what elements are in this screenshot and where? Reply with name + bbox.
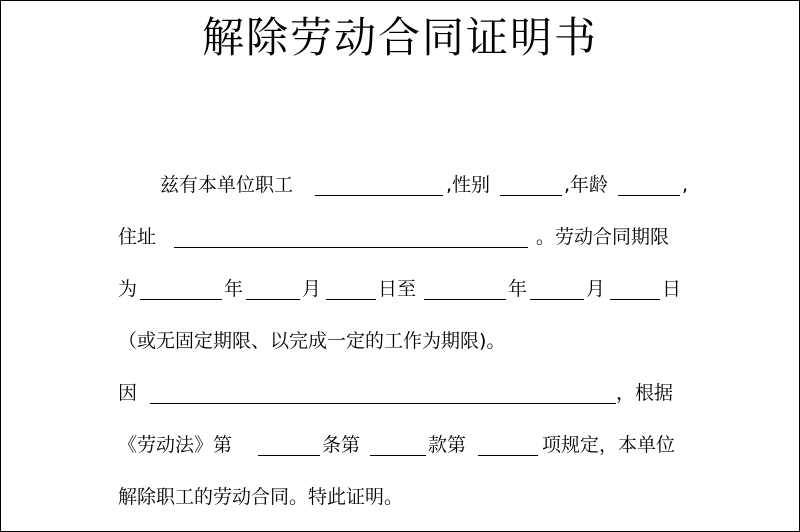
address-blank[interactable] xyxy=(174,247,528,248)
end-month-label: 月 xyxy=(586,278,606,300)
line1-comma: , xyxy=(682,174,689,196)
start-day-to-label: 日至 xyxy=(378,278,417,300)
clause-label: 条第 xyxy=(322,434,361,456)
because-label: 因 xyxy=(118,382,138,404)
law-article-label: 《劳动法》第 xyxy=(118,434,233,456)
reason-blank[interactable] xyxy=(150,403,616,404)
intro-text: 兹有本单位职工 xyxy=(160,174,294,196)
start-month-blank[interactable] xyxy=(246,299,300,300)
closing-text: 解除职工的劳动合同。特此证明。 xyxy=(118,486,404,508)
start-year-label: 年 xyxy=(224,278,244,300)
employee-name-blank[interactable] xyxy=(315,195,443,196)
gender-label: ,性别 xyxy=(446,174,491,196)
age-label: ,年龄 xyxy=(564,174,609,196)
age-blank[interactable] xyxy=(618,195,680,196)
document-title: 解除劳动合同证明书 xyxy=(201,13,598,62)
start-month-label: 月 xyxy=(302,278,322,300)
end-month-blank[interactable] xyxy=(530,299,584,300)
article-blank[interactable] xyxy=(258,455,320,456)
paragraph-label: 款第 xyxy=(428,434,467,456)
according-label: ，根据 xyxy=(616,382,674,404)
address-label: 住址 xyxy=(118,226,157,248)
wei-text: 为 xyxy=(118,278,138,300)
end-year-label: 年 xyxy=(508,278,528,300)
end-year-blank[interactable] xyxy=(424,299,506,300)
start-day-blank[interactable] xyxy=(326,299,376,300)
start-year-blank[interactable] xyxy=(140,299,222,300)
item-rule-label: 项规定，本单位 xyxy=(542,434,676,456)
period-note: （或无固定期限、以完成一定的工作为期限)。 xyxy=(118,330,506,352)
end-day-blank[interactable] xyxy=(610,299,660,300)
clause-blank[interactable] xyxy=(370,455,426,456)
contract-period-label: 。劳动合同期限 xyxy=(536,226,670,248)
gender-blank[interactable] xyxy=(500,195,562,196)
end-day-label: 日 xyxy=(662,278,682,300)
paragraph-blank[interactable] xyxy=(478,455,538,456)
